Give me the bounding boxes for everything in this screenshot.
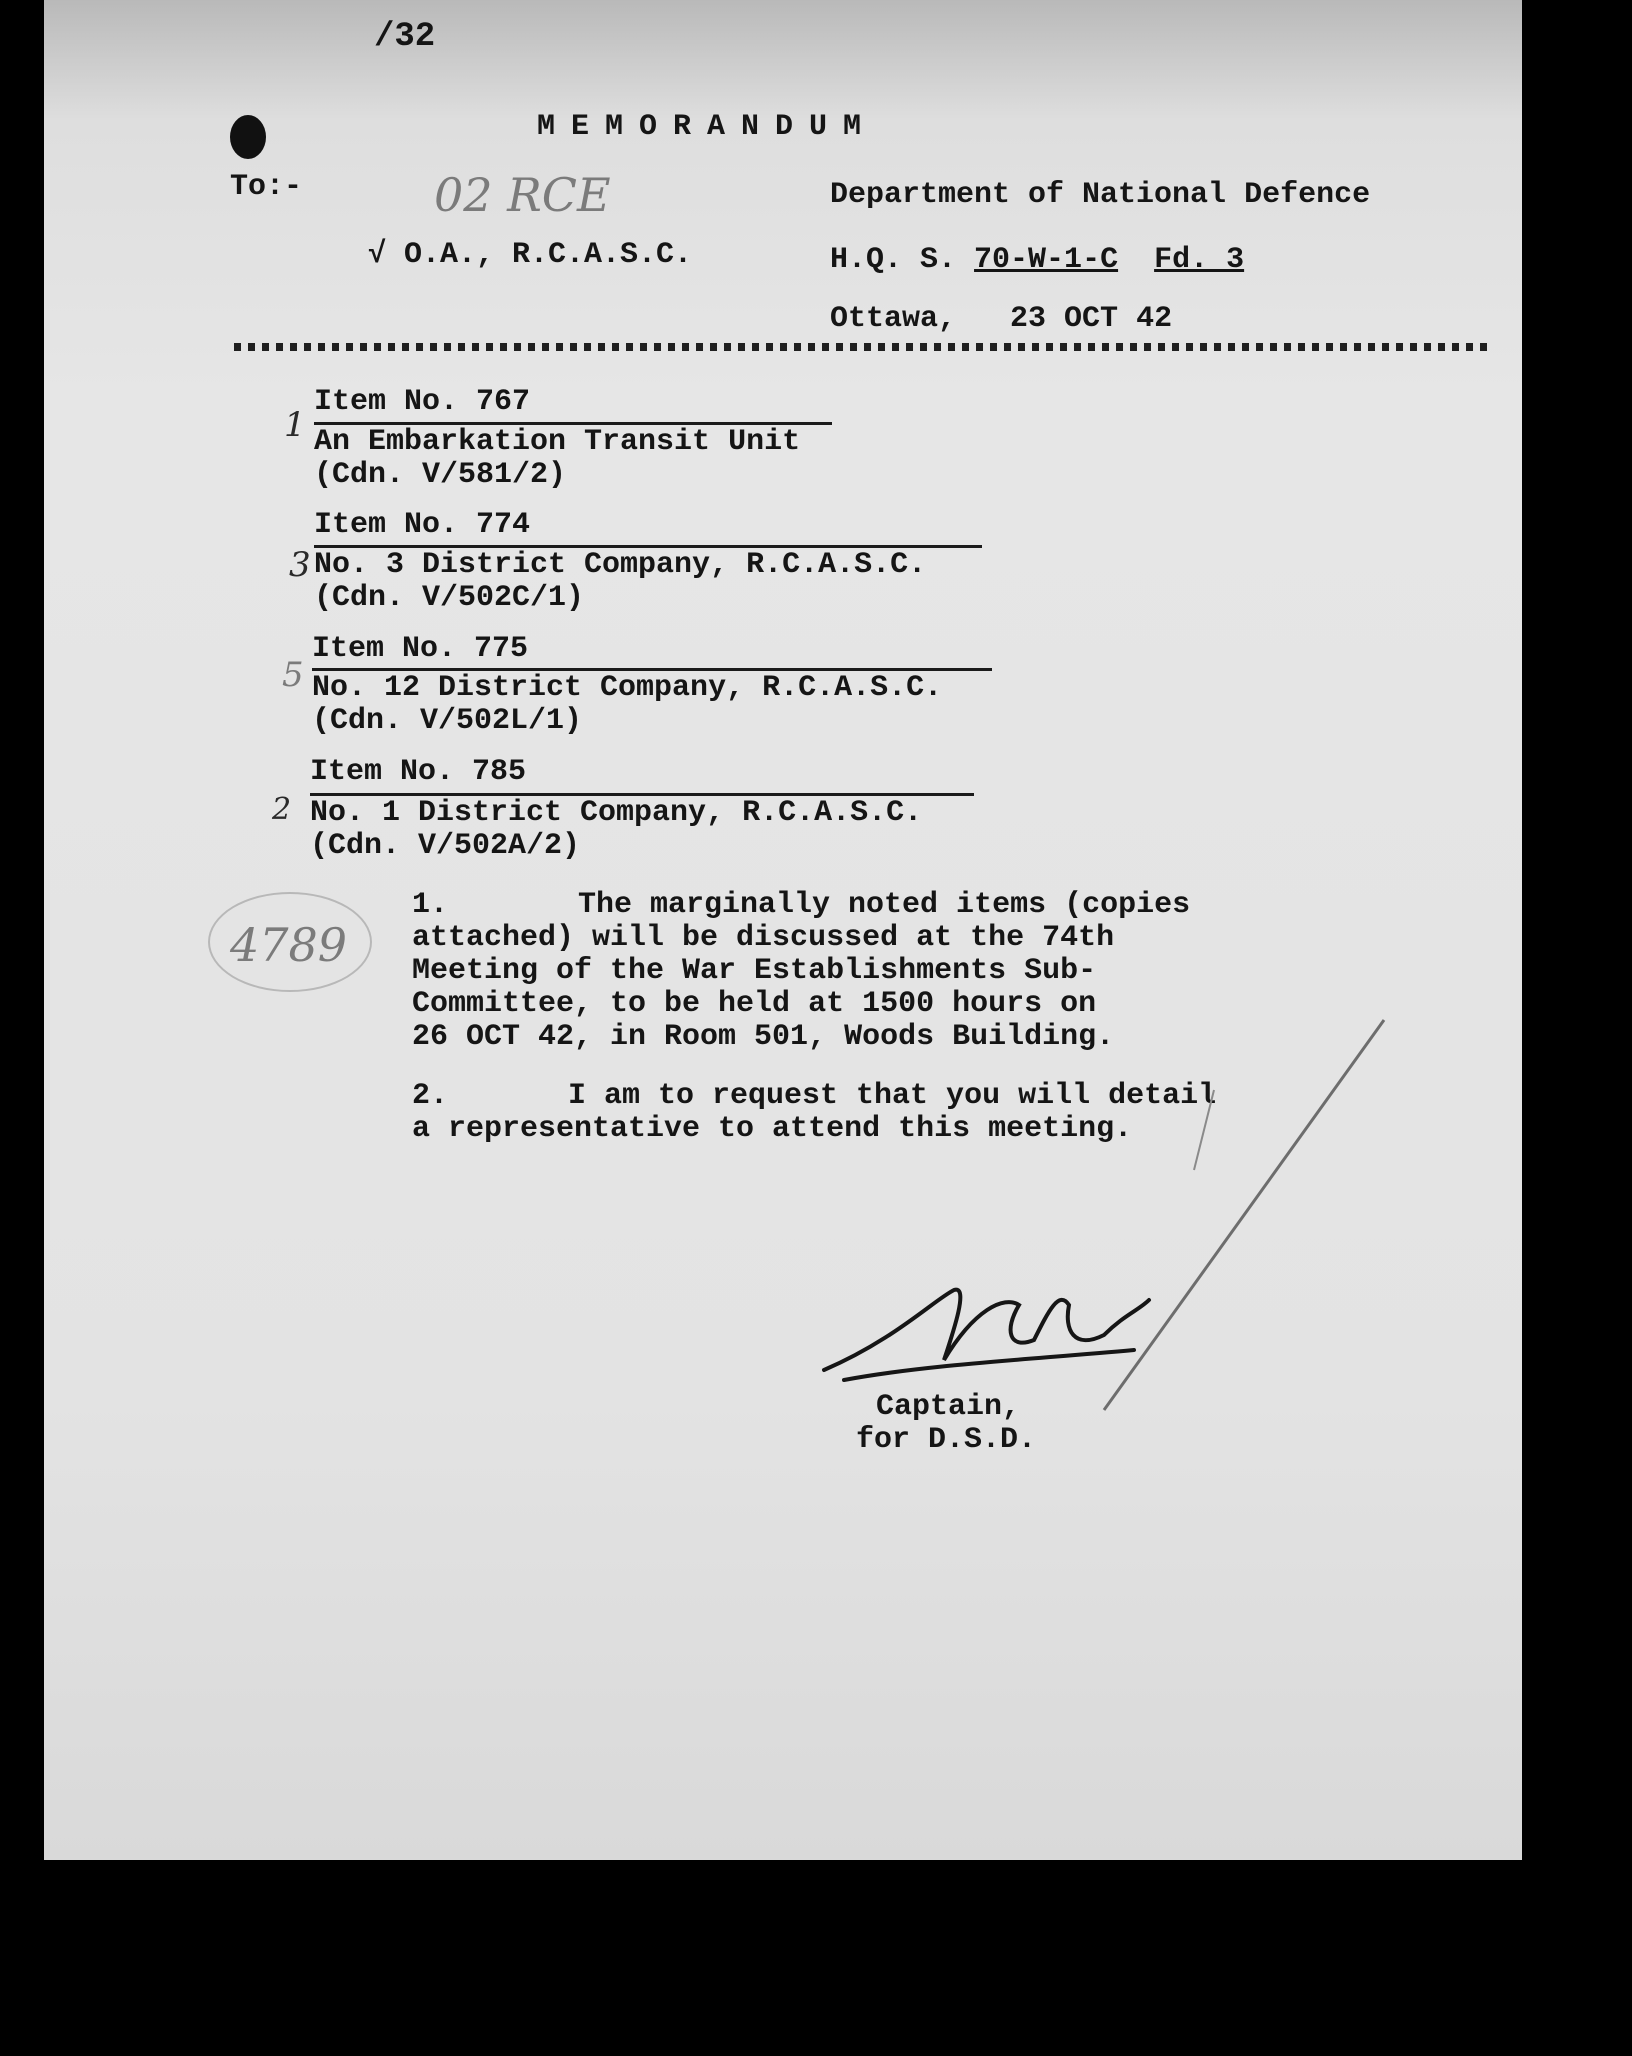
document-page (44, 0, 1522, 1860)
signature (804, 1270, 1174, 1390)
item-title: No. 1 District Company, R.C.A.S.C. (310, 796, 923, 830)
paragraph-number: 2. (412, 1079, 449, 1113)
paragraph-line: a representative to attend this meeting. (412, 1112, 1133, 1146)
item-heading: Item No. 785 (310, 755, 527, 789)
page-number: /32 (374, 18, 436, 56)
handwritten-recipient-code: 02 RCE (434, 168, 611, 222)
addressee: √ O.A., R.C.A.S.C. (368, 238, 693, 272)
item-ref: (Cdn. V/581/2) (314, 458, 567, 492)
item-heading: Item No. 774 (314, 508, 531, 542)
item-heading: Item No. 775 (312, 632, 529, 666)
margin-note: 4789 (230, 918, 348, 972)
punch-hole (230, 115, 266, 159)
margin-mark: 2 (272, 792, 292, 827)
memo-title: MEMORANDUM (537, 110, 878, 144)
place-date (830, 302, 1172, 336)
folder-number: Fd. 3 (1154, 243, 1245, 277)
paragraph-number: 1. (412, 888, 449, 922)
paragraph-line: I am to request that you will detail (568, 1079, 1217, 1113)
signature-rank: Captain, (876, 1390, 1021, 1424)
item-ref: (Cdn. V/502A/2) (310, 829, 581, 863)
checkmark-icon: √ (368, 238, 405, 272)
to-label: To:- (230, 170, 303, 204)
margin-mark: 3 (289, 545, 311, 585)
item-ref: (Cdn. V/502C/1) (314, 581, 585, 615)
paragraph-line: Meeting of the War Establishments Sub- (412, 954, 1097, 988)
paragraph-line: The marginally noted items (copies (578, 888, 1191, 922)
place: Ottawa, (830, 302, 957, 336)
item-heading: Item No. 767 (314, 385, 531, 419)
file-reference: H.Q. S. 70-W-1-C Fd. 3 (830, 243, 1245, 277)
separator-rule (234, 343, 1492, 351)
paragraph-line: attached) will be discussed at the 74th (412, 921, 1115, 955)
paragraph-line: 26 OCT 42, in Room 501, Woods Building. (412, 1020, 1115, 1054)
margin-mark: 1 (284, 405, 306, 445)
department-name: Department of National Defence (830, 178, 1371, 212)
item-title: No. 12 District Company, R.C.A.S.C. (312, 671, 943, 705)
paragraph-line: Committee, to be held at 1500 hours on (412, 987, 1097, 1021)
file-number: 70-W-1-C (974, 243, 1119, 277)
date: 23 OCT 42 (1010, 302, 1173, 336)
signature-for: for D.S.D. (856, 1423, 1037, 1457)
item-title: An Embarkation Transit Unit (314, 425, 801, 459)
margin-mark: 5 (282, 655, 304, 695)
item-title: No. 3 District Company, R.C.A.S.C. (314, 548, 927, 582)
item-ref: (Cdn. V/502L/1) (312, 704, 583, 738)
